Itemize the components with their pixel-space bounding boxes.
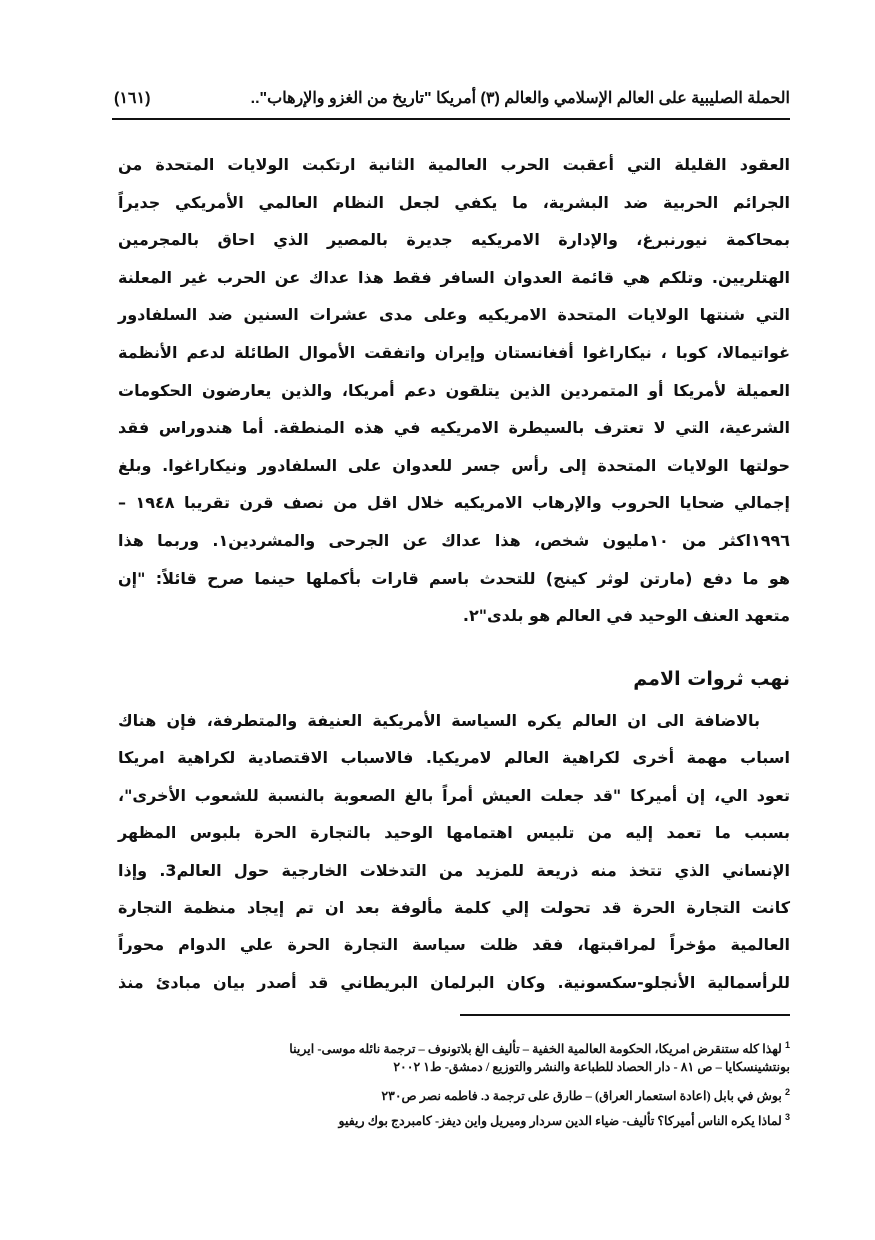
text-line: التي شنتها الولايات المتحدة الامريكيه وعلى مدى عشرات السنين ضد السلفادور xyxy=(118,305,790,325)
text-line: ١٩٩٦اكثر من ١٠مليون شخص، هذا عداك عن الجرحى والمشردين١. وربما هذا xyxy=(118,531,791,550)
footnote-line xyxy=(105,1036,790,1058)
footnote-text: لماذا يكره الناس أميركا؟ تأليف- ضياء الدين سردار وميريل واين ديفز- كامبردج بوك ريفيو xyxy=(338,1114,782,1129)
footnote-text: لهذا كله ستنقرض امريكا، الحكومة العالمية الخفية – تأليف الغ بلاتونوف – ترجمة نائله موسى- ايرينا xyxy=(289,1042,782,1057)
text-line: الهتلريين. وتلكم هي قائمة العدوان السافر فقط هذا عداك عن الحرب غير المعلنة xyxy=(118,267,790,287)
footnote-text: بونتشينسكايا – ص ٨١ - دار الحصاد للطباعة والنشر والتوزيع / دمشق- ط١ ٢٠٠٢ xyxy=(393,1060,790,1074)
text-line: غواتيمالا، كوبا ، نيكاراغوا أفغانستان وإيران واتفقت الأموال الطائلة لدعم الأنظمة xyxy=(118,343,790,362)
text-line: بمحاكمة نيورنبرغ، والإدارة الامريكيه جديرة بالمصير الذي احاق بالمجرمين xyxy=(118,230,790,250)
running-header xyxy=(112,88,790,114)
footnote-rule xyxy=(460,1014,790,1016)
footnote-mark: 2 xyxy=(784,1087,790,1097)
text-line: هو ما دفع (مارتن لوثر كينج) للتحدث باسم قارات بأكملها حينما صرح قائلاً: "إن xyxy=(118,568,790,588)
text-line: للرأسمالية الأنجلو-سكسونية. وكان البرلمان البريطاني قد أصدر بيان مبادئ منذ xyxy=(118,972,790,992)
text-line: متعهد العنف الوحيد في العالم هو بلدى"٢. xyxy=(462,606,790,626)
text-line: العقود القليلة التي أعقبت الحرب العالمية الثانية ارتكبت الولايات المتحدة من xyxy=(118,155,790,174)
footnote-line xyxy=(105,1058,790,1076)
footnote-mark: 1 xyxy=(784,1040,790,1050)
text-line: حولتها الولايات المتحدة إلى رأس جسر للعدوان على السلفادور ونيكاراغوا. وبلغ xyxy=(118,455,790,475)
footnote-text: بوش في بابل (اعادة استعمار العراق) – طارق على ترجمة د. فاطمه نصر ص٢٣٠ xyxy=(381,1089,782,1104)
section-heading: نهب ثروات الامم xyxy=(633,668,790,690)
text-line: تعود الي، إن أميركا "قد جعلت العيش أمراً بالغ الصعوبة بالنسبة للشعوب الأخرى"، xyxy=(118,785,790,805)
text-line: اسباب مهمة أخرى لكراهية العالم لامريكيا. فالاسباب الاقتصادية لكراهية امريكا xyxy=(118,748,790,768)
text-line: الشرعية، التي لا تعترف بالسيطرة الامريكيه في هذه المنطقة. أما هندوراس فقد xyxy=(118,418,790,438)
page-number: (١٦١) xyxy=(114,90,151,107)
text-line: بسبب ما تعمد إليه من تلبيس اهتمامها الوحيد بالتجارة الحرة بلبوس المظهر xyxy=(118,823,790,843)
footnote-mark: 3 xyxy=(784,1112,790,1122)
text-line: إجمالي ضحايا الحروب والإرهاب الامريكيه خلال اقل من نصف قرن تقريبا ١٩٤٨ – xyxy=(118,493,790,513)
footnote-line xyxy=(105,1083,790,1105)
text-line: بالاضافة الى ان العالم يكره السياسة الأمريكية العنيفة والمتطرفة، فإن هناك xyxy=(118,711,760,730)
text-line: العالمية مؤخراً لمراقبتها، فقد ظلت سياسة التجارة الحرة علي الدوام محوراً xyxy=(118,935,790,955)
header-rule xyxy=(112,118,790,120)
text-line: الجرائم الحربية ضد البشرية، ما يكفي لجعل النظام العالمي الأمريكي جديراً xyxy=(118,192,790,212)
text-line: العميلة لأمريكا أو المتمردين الذين يتلقون دعم أمريكا، والذين يعارضون الحكومات xyxy=(118,380,790,400)
text-line: الإنساني الذي تتخذ منه ذريعة للمزيد من التدخلات الخارجية حول العالم3. وإذا xyxy=(118,860,790,880)
header-title: الحملة الصليبية على العالم الإسلامي والعالم (٣) أمريكا "تاريخ من الغزو والإرهاب".. xyxy=(250,90,790,107)
text-line: كانت التجارة الحرة قد تحولت إلي كلمة مألوفة بعد ان تم إيجاد منظمة التجارة xyxy=(118,898,790,917)
footnote-line xyxy=(105,1108,790,1130)
